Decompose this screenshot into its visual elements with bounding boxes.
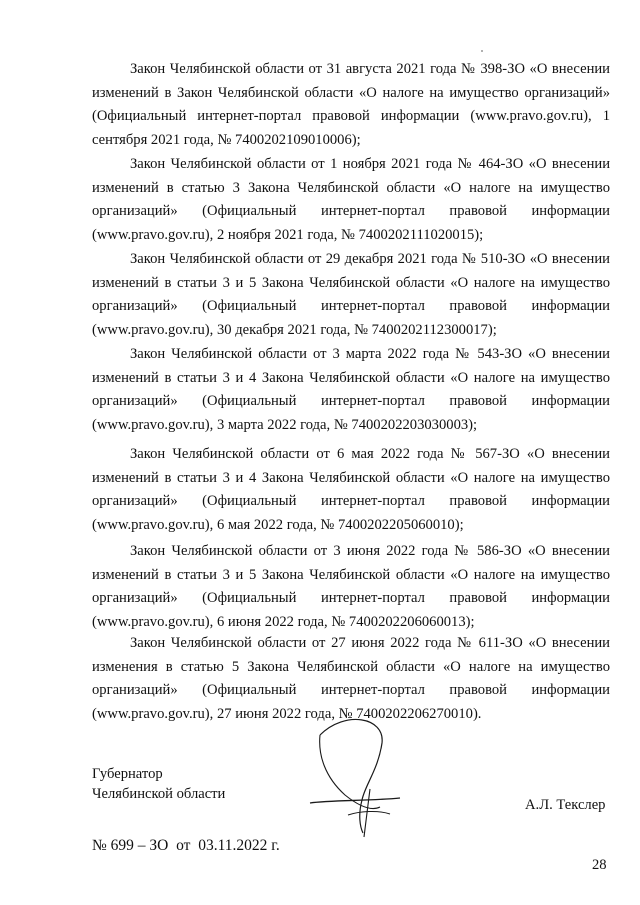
handwritten-signature — [290, 715, 420, 840]
law-paragraph: Закон Челябинской области от 27 июня 2022 года № 611-ЗО «О внесении изменения в статью 5 Закона Челябинской области «О налоге на имущество организаций» (Официальный интернет-портал правовой информации (www.pravo.gov.ru), 27 июня 2022 года, № 7400202206270010). — [92, 635, 610, 722]
governor-title-line2: Челябинской области — [92, 786, 226, 802]
governor-title-line1: Губернатор — [92, 766, 163, 782]
governor-title — [92, 764, 225, 804]
law-number-date: № 699 – ЗО от 03.11.2022 г. — [92, 837, 280, 854]
page-number: 28 — [592, 857, 607, 873]
law-paragraph: Закон Челябинской области от 1 ноября 2021 года № 464-ЗО «О внесении изменений в статью 3 Закона Челябинской области «О налоге на имущество организаций» (Официальный интернет-портал правовой информации (www.pravo.gov.ru), 2 ноября 2021 года, № 7400202111020015); — [92, 156, 610, 243]
law-paragraph: Закон Челябинской области от 3 июня 2022 года № 586-ЗО «О внесении изменений в статьи 3 и 5 Закона Челябинской области «О налоге на имущество организаций» (Официальный интернет-портал правовой информации (www.pravo.gov.ru), 6 июня 2022 года, № 7400202206060013); — [92, 543, 610, 630]
law-paragraph: Закон Челябинской области от 31 августа 2021 года № 398-ЗО «О внесении изменений в Закон Челябинской области «О налоге на имущество организаций» (Официальный интернет-портал правовой информации (www.pravo.gov.ru), 1 сентября 2021 года, № 7400202109010006); — [92, 61, 610, 148]
law-paragraph: Закон Челябинской области от 29 декабря 2021 года № 510-ЗО «О внесении изменений в статьи 3 и 5 Закона Челябинской области «О налоге на имущество организаций» (Официальный интернет-портал правовой информации (www.pravo.gov.ru), 30 декабря 2021 года, № 7400202112300017); — [92, 251, 610, 338]
law-paragraph: Закон Челябинской области от 6 мая 2022 года № 567-ЗО «О внесении изменений в статьи 3 и 4 Закона Челябинской области «О налоге на имущество организаций» (Официальный интернет-портал правовой информации (www.pravo.gov.ru), 6 мая 2022 года, № 7400202205060010); — [92, 446, 610, 533]
scan-speck — [481, 50, 483, 52]
governor-name: А.Л. Текслер — [525, 797, 606, 813]
law-paragraph: Закон Челябинской области от 3 марта 2022 года № 543-ЗО «О внесении изменений в статьи 3 и 4 Закона Челябинской области «О налоге на имущество организаций» (Официальный интернет-портал правовой информации (www.pravo.gov.ru), 3 марта 2022 года, № 7400202203030003); — [92, 346, 610, 433]
